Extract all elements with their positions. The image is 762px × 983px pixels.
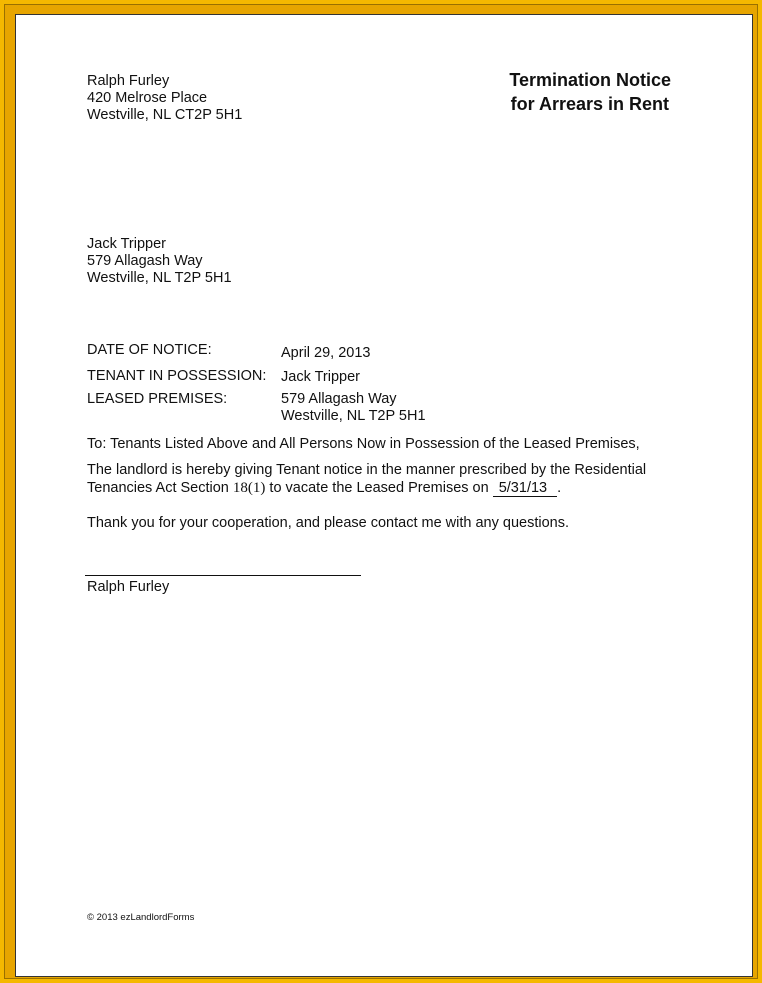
document-title-line1: Termination Notice: [509, 70, 671, 90]
notice-period: .: [557, 480, 562, 496]
document-frame: [4, 4, 758, 979]
leased-premises-city: Westville, NL T2P 5H1: [281, 408, 426, 424]
vacate-date: 5/31/13: [493, 480, 557, 497]
tenant-value: Jack Tripper: [281, 369, 360, 385]
notice-paragraph-line2: [87, 479, 561, 497]
date-of-notice-label: DATE OF NOTICE:: [87, 342, 212, 358]
signature-line: [85, 575, 361, 576]
notice-text-b: to vacate the Leased Premises on: [265, 480, 493, 496]
sender-name: Ralph Furley: [87, 73, 170, 89]
document-title-line2: for Arrears in Rent: [510, 94, 669, 114]
signature-name: Ralph Furley: [87, 579, 170, 595]
recipient-street: 579 Allagash Way: [87, 253, 203, 269]
section-reference: 18(1): [232, 480, 266, 496]
document-page: [15, 14, 753, 977]
tenant-label: TENANT IN POSSESSION:: [87, 368, 267, 384]
sender-city: Westville, NL CT2P 5H1: [87, 107, 243, 123]
leased-premises-label: LEASED PREMISES:: [87, 391, 228, 407]
thank-you-paragraph: Thank you for your cooperation, and please contact me with any questions.: [87, 515, 570, 531]
notice-text-a: Tenancies Act Section: [87, 480, 233, 496]
copyright-footer: © 2013 ezLandlordForms: [87, 912, 195, 923]
leased-premises-street: 579 Allagash Way: [281, 391, 397, 407]
to-line: To: Tenants Listed Above and All Persons Now in Possession of the Leased Premises,: [87, 436, 640, 452]
notice-paragraph-line1: The landlord is hereby giving Tenant notice in the manner prescribed by the Residential: [87, 462, 647, 478]
date-of-notice-value: April 29, 2013: [281, 345, 371, 361]
sender-street: 420 Melrose Place: [87, 90, 208, 106]
recipient-city: Westville, NL T2P 5H1: [87, 270, 232, 286]
recipient-name: Jack Tripper: [87, 236, 166, 252]
